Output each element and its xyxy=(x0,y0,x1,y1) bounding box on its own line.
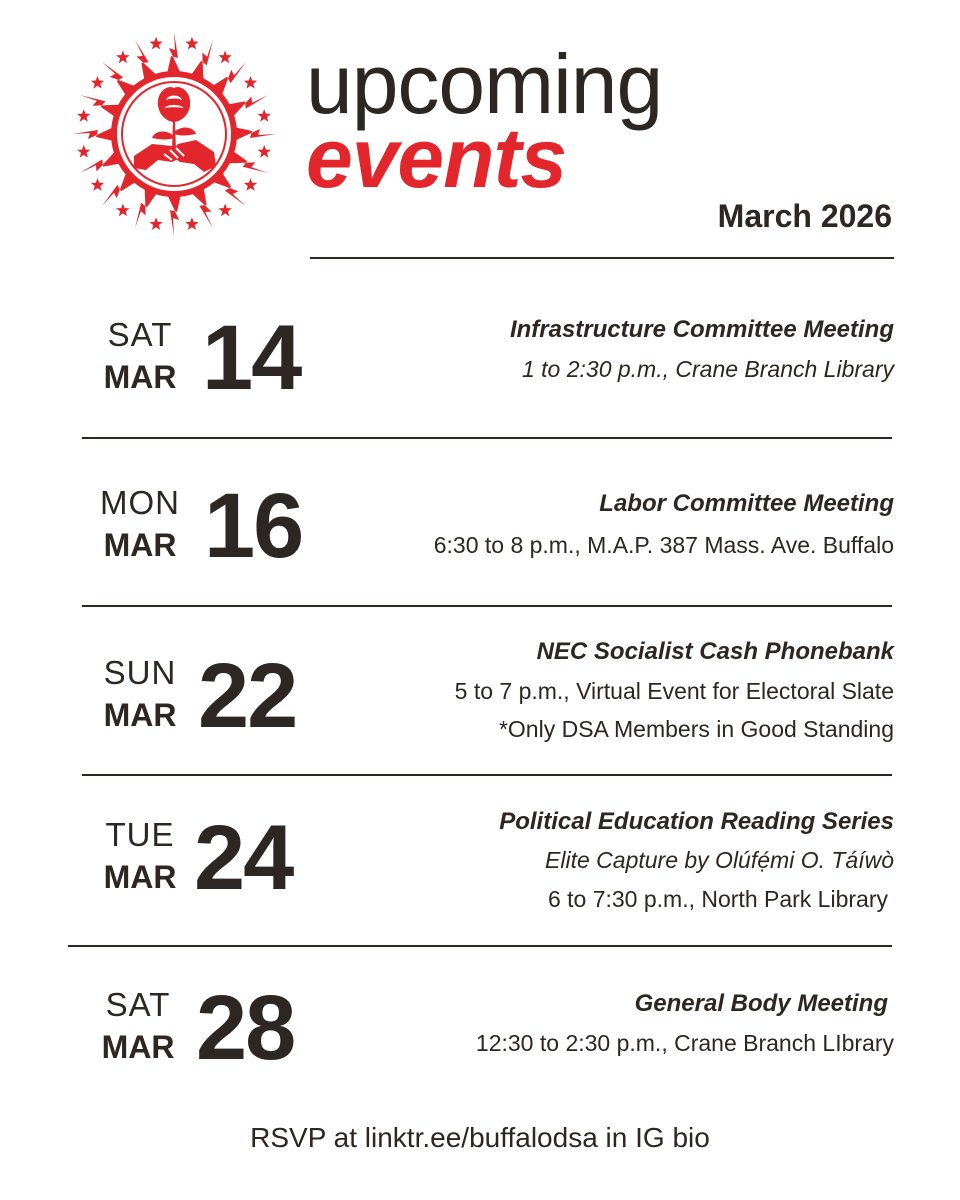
event-month: MAR xyxy=(103,527,177,563)
event-book: Elite Capture by Olúfẹ́mi O. Táíwò xyxy=(545,847,894,873)
event-row xyxy=(0,464,960,614)
event-detail: 6 to 7:30 p.m., North Park Library xyxy=(547,886,888,912)
event-day: 28 xyxy=(196,977,295,1079)
event-row xyxy=(0,796,960,946)
event-detail: 6:30 to 8 p.m., M.A.P. 387 Mass. Ave. Buffalo xyxy=(433,532,894,558)
event-detail: 5 to 7 p.m., Virtual Event for Electoral Slate xyxy=(454,678,894,704)
rsvp-footer: RSVP at linktr.ee/buffalodsa in IG bio xyxy=(250,1122,710,1153)
title-events: events xyxy=(306,111,567,205)
event-day: 24 xyxy=(194,807,293,909)
event-detail: 1 to 2:30 p.m., Crane Branch Library xyxy=(521,356,894,382)
event-weekday: SUN xyxy=(103,654,177,691)
month-label: March 2026 xyxy=(717,198,892,234)
header-divider xyxy=(310,257,894,259)
event-divider xyxy=(82,605,892,607)
event-divider xyxy=(82,437,892,439)
event-weekday: TUE xyxy=(105,816,175,853)
event-detail: 12:30 to 2:30 p.m., Crane Branch LIbrary xyxy=(475,1030,894,1056)
event-weekday: SAT xyxy=(105,986,171,1023)
event-row xyxy=(0,296,960,446)
event-day: 16 xyxy=(204,475,303,577)
event-weekday: SAT xyxy=(107,316,173,353)
event-title: Labor Committee Meeting xyxy=(599,490,894,517)
event-title: Infrastructure Committee Meeting xyxy=(509,316,894,343)
event-row xyxy=(0,966,960,1116)
event-title: Political Education Reading Series xyxy=(499,808,894,835)
title-upcoming: upcoming xyxy=(306,37,663,131)
event-month: MAR xyxy=(101,1029,175,1065)
event-row xyxy=(0,634,960,784)
dsa-rose-handshake-logo-icon xyxy=(60,28,288,240)
event-detail: *Only DSA Members in Good Standing xyxy=(498,716,894,742)
event-title: General Body Meeting xyxy=(634,990,888,1017)
event-month: MAR xyxy=(103,359,177,395)
event-day: 22 xyxy=(198,645,297,747)
event-divider xyxy=(82,774,892,776)
event-title: NEC Socialist Cash Phonebank xyxy=(536,638,894,665)
event-weekday: MON xyxy=(100,484,180,521)
event-month: MAR xyxy=(103,859,177,895)
event-day: 14 xyxy=(202,307,301,409)
event-month: MAR xyxy=(103,697,177,733)
event-divider xyxy=(68,945,892,947)
